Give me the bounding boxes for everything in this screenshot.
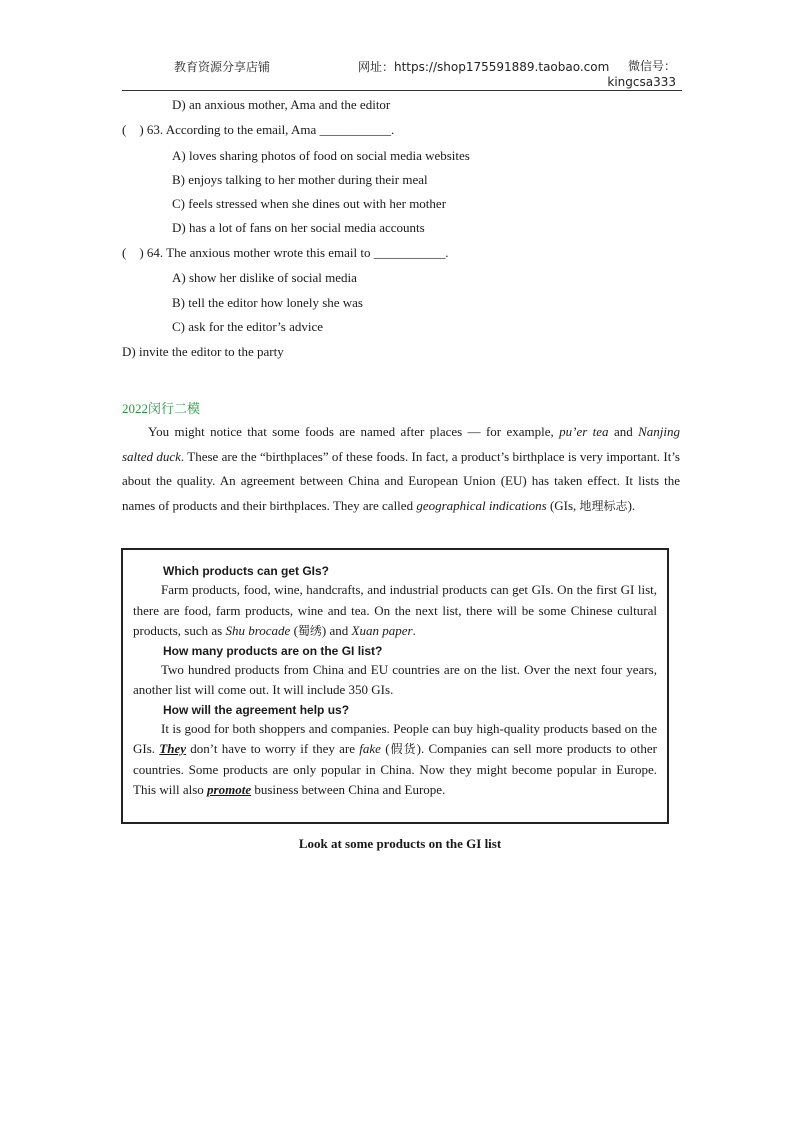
q64-stem: ( ) 64. The anxious mother wrote this email to ___________. xyxy=(122,245,449,260)
box-paragraph-how-many: Two hundred products from China and EU countries are on the list. Over the next four years, another list will come out. It will include 350 GIs. xyxy=(133,661,657,697)
q64-option-a: A) show her dislike of social media xyxy=(172,270,357,285)
box-heading-how-many: How many products are on the GI list? xyxy=(163,643,383,658)
header-wechat-id: kingcsa333 xyxy=(607,75,676,89)
box-paragraph-which: Farm products, food, wine, handcrafts, and industrial products can get GIs. On the first GI list, there are food, farm products, wine and tea. On the next list, there will be some Chinese cultural products, such as Shu brocade (蜀绣) and Xuan paper. xyxy=(133,582,657,638)
q64-option-b: B) tell the editor how lonely she was xyxy=(172,295,363,310)
box-heading-which: Which products can get GIs? xyxy=(163,564,330,578)
header-url: 网址：https://shop175591889.taobao.com xyxy=(358,60,610,74)
q64-option-d: D) invite the editor to the party xyxy=(122,344,284,359)
q63-stem: ( ) 63. According to the email, Ama ___________. xyxy=(122,122,395,137)
intro-paragraph: You might notice that some foods are named after places — for example, pu’er tea and Nanjing salted duck. These are the “birthplaces” of these foods. In fact, a product’s birthplace is very important. It’s about the quality. An agreement between China and European Union (EU) has taken effect. It lists the names of products and their birthplaces. They are called geographical indications (GIs, 地理标志). xyxy=(122,424,680,513)
underlined-promote: promote xyxy=(207,782,252,797)
q64-option-c: C) ask for the editor’s advice xyxy=(172,319,324,334)
box-heading-how-help: How will the agreement help us? xyxy=(163,702,350,717)
underlined-they: They xyxy=(159,741,187,756)
header-wechat-label: 微信号： xyxy=(627,59,676,73)
page-header xyxy=(122,52,682,91)
section-title: 2022闵行二模 xyxy=(122,401,201,416)
gi-info-box xyxy=(121,548,669,824)
products-caption: Look at some products on the GI list xyxy=(298,836,502,851)
q62-option-d: D) an anxious mother, Ama and the editor xyxy=(172,97,391,112)
q63-option-b: B) enjoys talking to her mother during their meal xyxy=(172,172,428,187)
q63-option-c: C) feels stressed when she dines out with her mother xyxy=(172,196,447,211)
box-paragraph-how-help: It is good for both shoppers and companies. People can buy high-quality products based on the GIs. They don’t have to worry if they are fake (假货). Companies can sell more products to other countries. Some products are only popular in China. Now they might become popular in Europe. This will also promote business between China and Europe. xyxy=(133,720,657,797)
header-shop-name: 教育资源分享店铺 xyxy=(174,60,271,74)
q63-option-d: D) has a lot of fans on her social media accounts xyxy=(172,220,425,235)
q63-option-a: A) loves sharing photos of food on social media websites xyxy=(172,148,470,163)
header-wechat xyxy=(607,58,676,90)
